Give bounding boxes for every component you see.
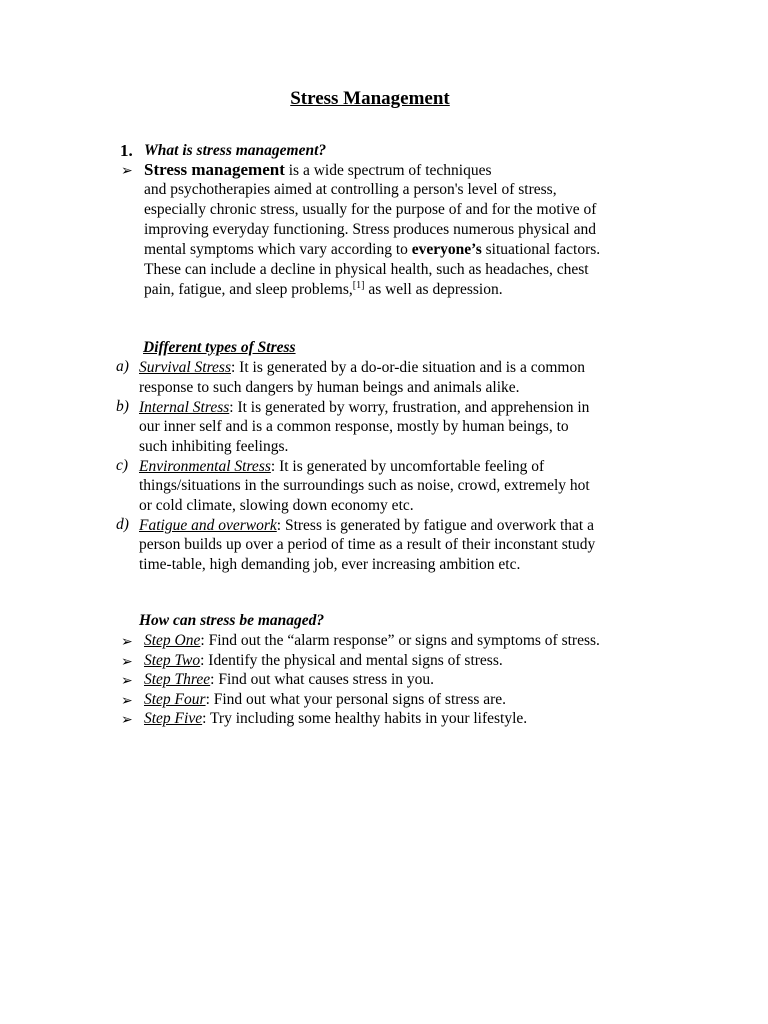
emphasis-word: everyone’s xyxy=(411,241,482,258)
step-term: Step One xyxy=(144,632,201,649)
definition-text: is a wide spectrum of techniques xyxy=(284,162,492,179)
step-text: : Try including some healthy habits in your lifestyle. xyxy=(202,710,528,727)
page-title: Stress Management xyxy=(290,88,450,109)
step-text: : Identify the physical and mental signs of stress. xyxy=(200,652,503,669)
arrow-bullet-icon: ➢ xyxy=(121,635,133,650)
step-term: Step Three xyxy=(144,671,211,688)
list-item-text: : It is generated by worry, frustration, and apprehension in xyxy=(229,399,590,416)
step-term: Step Two xyxy=(144,652,201,669)
definition-line-2: and psychotherapies aimed at controlling a person's level of stress, xyxy=(144,181,557,198)
list-item-continuation: our inner self and is a common response, mostly by human beings, to xyxy=(139,418,569,435)
arrow-bullet-icon: ➢ xyxy=(121,164,133,179)
step-item xyxy=(144,670,434,690)
lead-term: Stress management xyxy=(144,160,285,179)
step-text: : Find out the “alarm response” or signs and symptoms of stress. xyxy=(200,632,600,649)
stress-type-term: Survival Stress xyxy=(139,359,231,376)
arrow-bullet-icon: ➢ xyxy=(121,694,133,709)
arrow-bullet-icon: ➢ xyxy=(121,674,133,689)
list-letter: a) xyxy=(116,358,129,375)
step-text: : Find out what causes stress in you. xyxy=(210,671,435,688)
list-item-text: : It is generated by a do-or-die situation and is a common xyxy=(231,359,585,376)
citation-link[interactable]: [1] xyxy=(352,279,365,291)
step-item xyxy=(144,690,506,710)
list-item-continuation: or cold climate, slowing down economy etc. xyxy=(139,497,414,514)
step-term: Step Four xyxy=(144,691,206,708)
definition-text-tail: as well as depression. xyxy=(364,281,503,298)
list-item-text: : It is generated by uncomfortable feeling of xyxy=(270,458,545,475)
list-item xyxy=(139,457,544,477)
list-letter: c) xyxy=(116,457,129,474)
step-item xyxy=(144,709,527,729)
stress-type-term: Fatigue and overwork xyxy=(139,517,277,534)
arrow-bullet-icon: ➢ xyxy=(121,655,133,670)
list-item-continuation: response to such dangers by human beings and animals alike. xyxy=(139,379,520,396)
list-item xyxy=(139,516,594,536)
arrow-bullet-icon: ➢ xyxy=(121,713,133,728)
definition-line-4: improving everyday functioning. Stress produces numerous physical and xyxy=(144,221,596,238)
list-item-text: : Stress is generated by fatigue and overwork that a xyxy=(276,517,594,534)
section-number: 1. xyxy=(120,141,133,160)
step-text: : Find out what your personal signs of stress are. xyxy=(205,691,507,708)
definition-line-7 xyxy=(144,280,503,300)
definition-line-1 xyxy=(144,160,491,181)
definition-text-tail: situational factors. xyxy=(481,241,601,258)
section-question: What is stress management? xyxy=(144,142,327,159)
step-item xyxy=(144,631,600,651)
list-item-continuation: person builds up over a period of time as a result of their inconstant study xyxy=(139,536,596,553)
list-item-continuation: such inhibiting feelings. xyxy=(139,438,289,455)
types-heading: Different types of Stress xyxy=(143,339,296,356)
list-item xyxy=(139,358,585,378)
list-letter: d) xyxy=(116,516,129,533)
list-item-continuation: time-table, high demanding job, ever increasing ambition etc. xyxy=(139,556,521,573)
definition-line-3: especially chronic stress, usually for the purpose of and for the motive of xyxy=(144,201,597,218)
step-item xyxy=(144,651,503,671)
definition-line-6: These can include a decline in physical health, such as headaches, chest xyxy=(144,261,589,278)
definition-line-5 xyxy=(144,240,600,260)
stress-type-term: Environmental Stress xyxy=(139,458,271,475)
list-letter: b) xyxy=(116,398,129,415)
management-heading: How can stress be managed? xyxy=(139,612,325,629)
definition-text: mental symptoms which vary according to xyxy=(144,241,412,258)
list-item xyxy=(139,398,589,418)
definition-text: pain, fatigue, and sleep problems, xyxy=(144,281,353,298)
stress-type-term: Internal Stress xyxy=(139,399,230,416)
step-term: Step Five xyxy=(144,710,203,727)
list-item-continuation: things/situations in the surroundings such as noise, crowd, extremely hot xyxy=(139,477,590,494)
